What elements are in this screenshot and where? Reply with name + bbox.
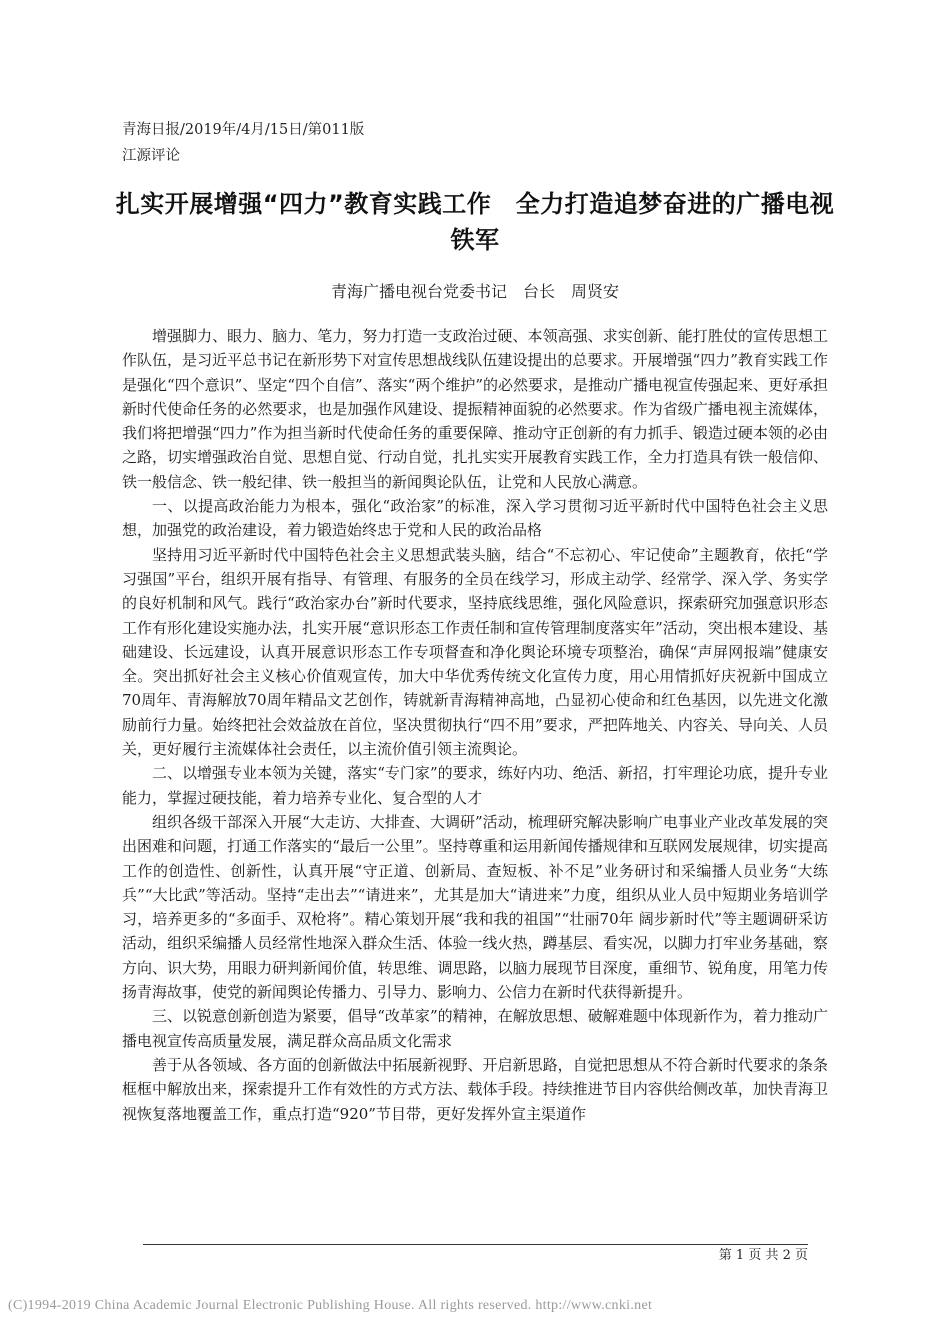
article-author: 青海广播电视台党委书记 台长 周贤安: [330, 282, 619, 301]
article-title: 扎实开展增强“四力”教育实践工作 全力打造追梦奋进的广播电视铁军: [115, 190, 835, 254]
section-heading: 二、以增强专业本领为关键，落实“专门家”的要求，练好内功、绝活、新招，打牢理论功底，提升专业能力，掌握过硬技能，着力培养专业化、复合型的人才: [122, 764, 828, 807]
body-paragraph: 增强脚力、眼力、脑力、笔力，努力打造一支政治过硬、本领高强、求实创新、能打胜仗的宣传思想工作队伍，是习近平总书记在新形势下对宣传思想战线队伍建设提出的总要求。开展增强“四力”教育实践工作是强化“四个意识”、坚定“四个自信”、落实“两个维护”的必然要求，是推动广播电视宣传强起来、更好承担新时代使命任务的必然要求，也是加强作风建设、提振精神面貌的必然要求。作为省级广播电视主流媒体，我们将把增强“四力”作为担当新时代使命任务的重要保障、推动守正创新的有力抓手、锻造过硬本领的必由之路，切实增强政治自觉、思想自觉、行动自觉，扎扎实实开展教育实践工作，全力打造具有铁一般信仰、铁一般信念、铁一般纪律、铁一般担当的新闻舆论队伍，让党和人民放心满意。: [122, 327, 829, 491]
body-paragraph: 组织各级干部深入开展“大走访、大排查、大调研”活动，梳理研究解决影响广电事业产业改革发展的突出困难和问题，打通工作落实的“最后一公里”。坚持尊重和运用新闻传播规律和互联网发展规律，切实提高工作的创造性、创新性，认真开展“守正道、创新局、查短板、补不足”业务研讨和采编播人员业务“大练兵”“大比武”等活动。坚持“走出去”“请进来”，尤其是加大“请进来”力度，组织从业人员中短期业务培训学习，培养更多的“多面手、双枪将”。精心策划开展“我和我的祖国”“壮丽70年 阔步新时代”等主题调研采访活动，组织采编播人员经常性地深入群众生活、体验一线火热，蹲基层、看实况，以脚力打牢业务基础，察方向、识大势，用眼力研判新闻价值，转思维、调思路，以脑力展现节目深度，重细节、锐角度，用笔力传扬青海故事，使党的新闻舆论传播力、引导力、影响力、公信力在新时代获得新提升。: [122, 812, 828, 1002]
column-name: 江源评论: [122, 148, 180, 164]
article-meta: [122, 117, 364, 169]
page-number: 第 1 页 共 2 页: [718, 1248, 808, 1263]
article-body: [122, 324, 828, 1126]
source-line: 青海日报/2019年/4月/15日/第011版: [122, 122, 365, 138]
footer-divider: [143, 1244, 808, 1245]
body-paragraph: 善于从各领域、各方面的创新做法中拓展新视野、开启新思路，自觉把思想从不符合新时代要求的条条框框中解放出来，探索提升工作有效性的方式方法、载体手段。持续推进节目内容供给侧改革，加快青海卫视恢复落地覆盖工作，重点打造“920”节目带，更好发挥外宣主渠道作: [122, 1055, 828, 1123]
section-heading: 三、以锐意创新创造为紧要，倡导“改革家”的精神，在解放思想、破解难题中体现新作为，着力推动广播电视宣传高质量发展，满足群众高品质文化需求: [122, 1007, 828, 1050]
copyright-notice: (C)1994-2019 China Academic Journal Electronic Publishing House. All rights reserved. http://www.cnki.net: [8, 1298, 653, 1313]
body-paragraph: 坚持用习近平新时代中国特色社会主义思想武装头脑，结合“不忘初心、牢记使命”主题教育，依托“学习强国”平台，组织开展有指导、有管理、有服务的全员在线学习，形成主动学、经常学、深入学、务实学的良好机制和风气。践行“政治家办台”新时代要求，坚持底线思维，强化风险意识，探索研究加强意识形态工作有形化建设实施办法，扎实开展“意识形态工作责任制和宣传管理制度落实年”活动，突出根本建设、基础建设、长远建设，认真开展意识形态工作专项督查和净化舆论环境专项整治，确保“声屏网报端”健康安全。突出抓好社会主义核心价值观宣传，加大中华优秀传统文化宣传力度，用心用情抓好庆祝新中国成立70周年、青海解放70周年精品文艺创作，铸就新青海精神高地，凸显初心使命和红色基因，以先进文化激励前行力量。始终把社会效益放在首位，坚决贯彻执行“四不用”要求，严把阵地关、内容关、导向关、人员关，更好履行主流媒体社会责任，以主流价值引领主流舆论。: [122, 545, 828, 759]
section-heading: 一、以提高政治能力为根本，强化“政治家”的标准，深入学习贯彻习近平新时代中国特色社会主义思想，加强党的政治建设，着力锻造始终忠于党和人民的政治品格: [122, 497, 828, 540]
